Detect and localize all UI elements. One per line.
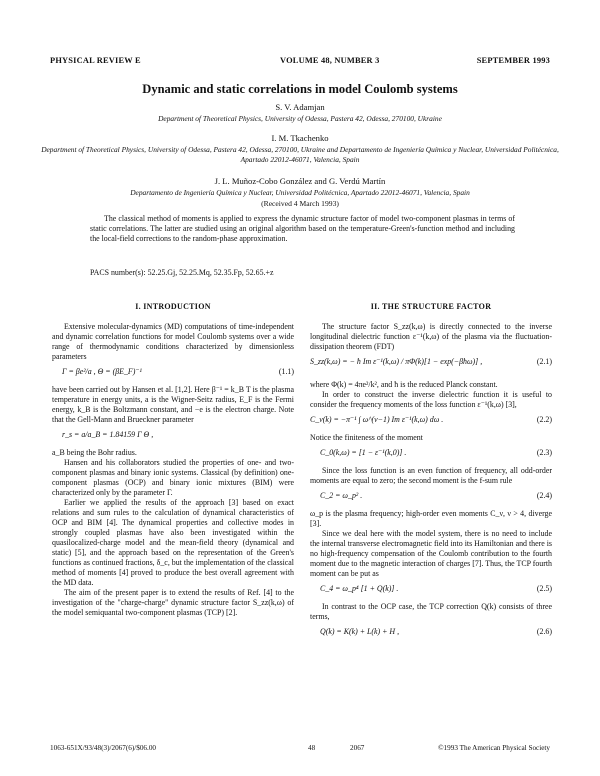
paragraph: a_B being the Bohr radius. (52, 448, 137, 457)
equation-body: C_0(k,ω) = [1 − ε⁻¹(k,0)] . (320, 448, 407, 457)
equation-number: (2.6) (536, 627, 552, 636)
paragraph: Earlier we applied the results of the approach [3] based on exact relations and sum rules to the calculation of dynamical characteristics of OCP and BIM [4]. The dynamical properties and collective modes in strongly coupled plasmas have also been investigated within the quasilocalized-charge model and the mean-field theory (dynamical and static) [5], and the approach based on the representation of the Green's functions as continued fractions, δ_c, but the implementation of the classical method of moments [4] proved to produce the best overall agreement with the MD data. (52, 498, 294, 587)
equation-body: C_4 = ω_p⁴ [1 + Q(k)] . (320, 584, 399, 593)
author-1: S. V. Adamjan (275, 102, 325, 112)
equation-rs (52, 430, 294, 443)
author-3: J. L. Muñoz-Cobo González and G. Verdú Martín (214, 176, 386, 186)
equation-number: (2.5) (536, 584, 552, 593)
equation-body: C_2 = ω_p² . (320, 491, 363, 500)
equation-2-5 (310, 584, 552, 597)
paragraph: Since the loss function is an even function of frequency, all odd-order moments are equal to zero; the second moment is the f-sum rule (310, 466, 552, 485)
author-2: I. M. Tkachenko (271, 133, 329, 143)
paragraph: Extensive molecular-dynamics (MD) computations of time-independent and dynamic correlation functions for model Coulomb systems over a wide range of thermodynamic conditions characterized by dimensionless parameters (52, 322, 294, 361)
equation-2-6 (310, 627, 552, 640)
right-column (310, 302, 552, 645)
received-date: (Received 4 March 1993) (261, 199, 339, 208)
issue-date: SEPTEMBER 1993 (476, 56, 550, 65)
journal-name: PHYSICAL REVIEW E (50, 56, 141, 65)
equation-2-1 (310, 357, 552, 375)
equation-number: (2.3) (536, 448, 552, 457)
equation-body: C_ν(k) = −π⁻¹ ∫ ω^(ν−1) Im ε⁻¹(k,ω) dω . (310, 415, 444, 424)
paragraph: In order to construct the inverse dielectric function it is useful to consider the frequency moments of the loss function ε⁻¹(k,ω) [3], (310, 390, 552, 409)
section-heading-introduction: I. INTRODUCTION (135, 302, 211, 311)
paragraph: Since we deal here with the model system, there is no need to include the internal transverse electromagnetic field into its Hamiltonian and there is no high-frequency compensation of the Coulomb contribution to the fourth moment due to the magnetic interaction of charges [7]. Thus, the TCP fourth moment can be put as (310, 529, 552, 578)
affiliation-1: Department of Theoretical Physics, University of Odessa, Pastera 42, Odessa, 270100, Ukraine (158, 114, 442, 123)
equation-number: (2.2) (536, 415, 552, 424)
affiliation-3: Departamento de Ingeniería Química y Nuclear, Universidad Politécnica, Apartado 22012-46071, Valencia, Spain (130, 188, 470, 197)
article-title: Dynamic and static correlations in model Coulomb systems (142, 82, 458, 96)
equation-number: (2.4) (536, 491, 552, 500)
paragraph: ω_p is the plasma frequency; high-order even moments C_ν, ν > 4, diverge [3]. (310, 509, 552, 528)
paragraph: Hansen and his collaborators studied the properties of one- and two-component plasmas and binary ionic systems. Classical (by definition) one-component plasmas (OCP) and binary ionic mixtures (BIM) were characterized only by the parameter Γ. (52, 458, 294, 497)
page-number: 2067 (350, 744, 365, 752)
equation-2-3 (310, 448, 552, 461)
copyright: ©1993 The American Physical Society (438, 744, 550, 752)
equation-number: (2.1) (536, 357, 552, 366)
equation-2-4 (310, 491, 552, 504)
equation-body: S_zz(k,ω) = − ħ Im ε⁻¹(k,ω) / πΦ(k)[1 − exp(−βħω)] , (310, 357, 483, 366)
paragraph: In contrast to the OCP case, the TCP correction Q(k) consists of three terms, (310, 602, 552, 621)
volume-issue: 48 (308, 744, 316, 752)
equation-body: Γ = βe²/a , Θ = (βE_F)⁻¹ (62, 367, 142, 376)
equation-number: (1.1) (278, 367, 294, 376)
article-code: 1063-651X/93/48(3)/2067(6)/$06.00 (50, 744, 157, 752)
paragraph: where Φ(k) = 4πe²/k², and ħ is the reduced Planck constant. (310, 380, 498, 389)
pacs-numbers: PACS number(s): 52.25.Gj, 52.25.Mq, 52.35.Fp, 52.65.+z (90, 268, 274, 277)
paragraph: Notice the finiteness of the moment (310, 433, 423, 442)
affiliation-2: Department of Theoretical Physics, University of Odessa, Pastera 42, Odessa, 270100, Ukraine and Departamento de Ingeniería Química y Nuclear, Universidad Politécnica, Apartado 22012-46071, Valencia, Spain (41, 145, 559, 164)
left-column (52, 302, 294, 618)
equation-body: Q(k) = K(k) + L(k) + H , (320, 627, 400, 636)
paragraph: The structure factor S_zz(k,ω) is directly connected to the inverse longitudinal dielectric function ε⁻¹(k,ω) of the plasma via the fluctuation-dissipation theorem (FDT) (310, 322, 552, 351)
equation-2-2 (310, 415, 552, 428)
abstract: The classical method of moments is applied to express the dynamic structure factor of model two-component plasmas in terms of static correlations. The latter are studied using an original algorithm based on the temperature-Green's-function method and including the local-field corrections to the random-phase approximation. (90, 214, 515, 243)
equation-1-1 (52, 367, 294, 380)
equation-body: r_s = a/a_B = 1.84159 Γ Θ , (62, 430, 154, 439)
volume-number: VOLUME 48, NUMBER 3 (280, 56, 380, 65)
paragraph: The aim of the present paper is to extend the results of Ref. [4] to the investigation of the "charge-charge" dynamic structure factor S_zz(k,ω) of the model semiquantal two-component plasmas (TCP) [2]. (52, 588, 294, 617)
section-heading-structure-factor: II. THE STRUCTURE FACTOR (370, 302, 492, 311)
paragraph: have been carried out by Hansen et al. [1,2]. Here β⁻¹ = k_B T is the plasma temperature in energy units, a is the Wigner-Seitz radius, E_F is the Fermi energy, k_B is the Boltzmann constant, and −e is the electron charge. Note that the Gell-Mann and Brueckner parameter (52, 385, 294, 424)
